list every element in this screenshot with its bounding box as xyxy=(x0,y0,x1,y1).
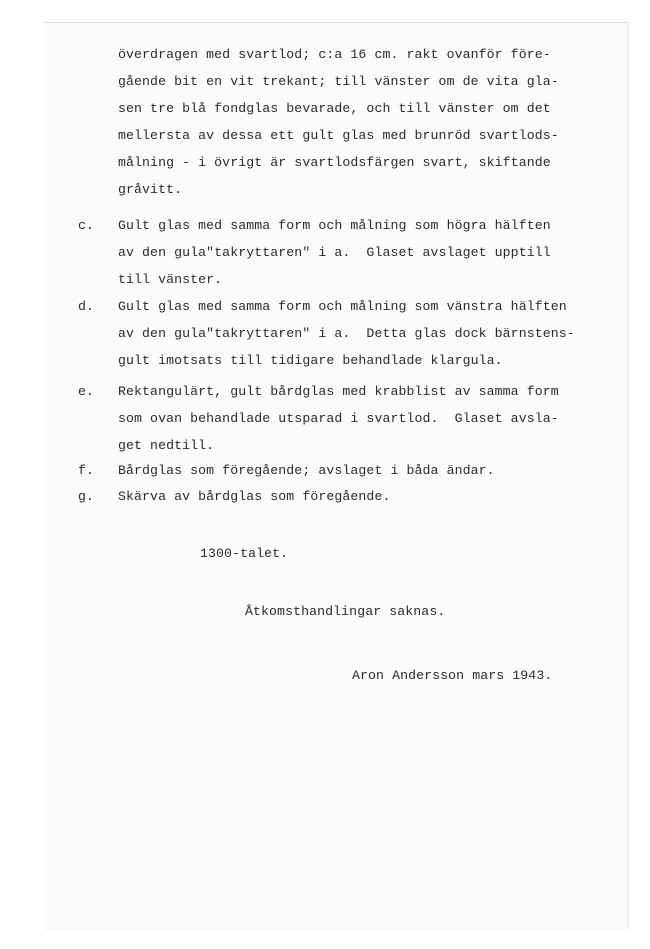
list-item-line: Skärva av bårdglas som föregående. xyxy=(118,489,391,504)
list-item-line: Gult glas med samma form och målning som högra hälften xyxy=(118,218,551,233)
list-marker: d. xyxy=(78,299,94,314)
list-item-line: av den gula"takryttaren" i a. Detta glas dock bärnstens- xyxy=(118,326,575,341)
text-line: gråvitt. xyxy=(118,182,183,197)
text-line: gående bit en vit trekant; till vänster om de vita gla- xyxy=(118,74,559,89)
signature-line: Aron Andersson mars 1943. xyxy=(352,668,553,683)
list-marker: e. xyxy=(78,384,94,399)
list-item-line: Bårdglas som föregående; avslaget i båda ändar. xyxy=(118,463,495,478)
list-item-line: get nedtill. xyxy=(118,438,215,453)
text-line: målning - i övrigt är svartlodsfärgen svart, skiftande xyxy=(118,155,551,170)
list-item-line: som ovan behandlade utsparad i svartlod. Glaset avsla- xyxy=(118,411,559,426)
text-line: sen tre blå fondglas bevarade, och till vänster om det xyxy=(118,101,551,116)
list-item-line: Gult glas med samma form och målning som vänstra hälften xyxy=(118,299,567,314)
list-item-line: till vänster. xyxy=(118,272,223,287)
text-line: överdragen med svartlod; c:a 16 cm. rakt ovanför före- xyxy=(118,47,551,62)
list-marker: f. xyxy=(78,463,94,478)
list-item-line: Rektangulärt, gult bårdglas med krabblist av samma form xyxy=(118,384,559,399)
list-marker: g. xyxy=(78,489,94,504)
list-item-line: gult imotsats till tidigare behandlade klargula. xyxy=(118,353,503,368)
list-marker: c. xyxy=(78,218,94,233)
date-line: 1300-talet. xyxy=(200,546,289,561)
note-line: Åtkomsthandlingar saknas. xyxy=(245,604,446,619)
text-line: mellersta av dessa ett gult glas med brunröd svartlods- xyxy=(118,128,559,143)
list-item-line: av den gula"takryttaren" i a. Glaset avslaget upptill xyxy=(118,245,551,260)
